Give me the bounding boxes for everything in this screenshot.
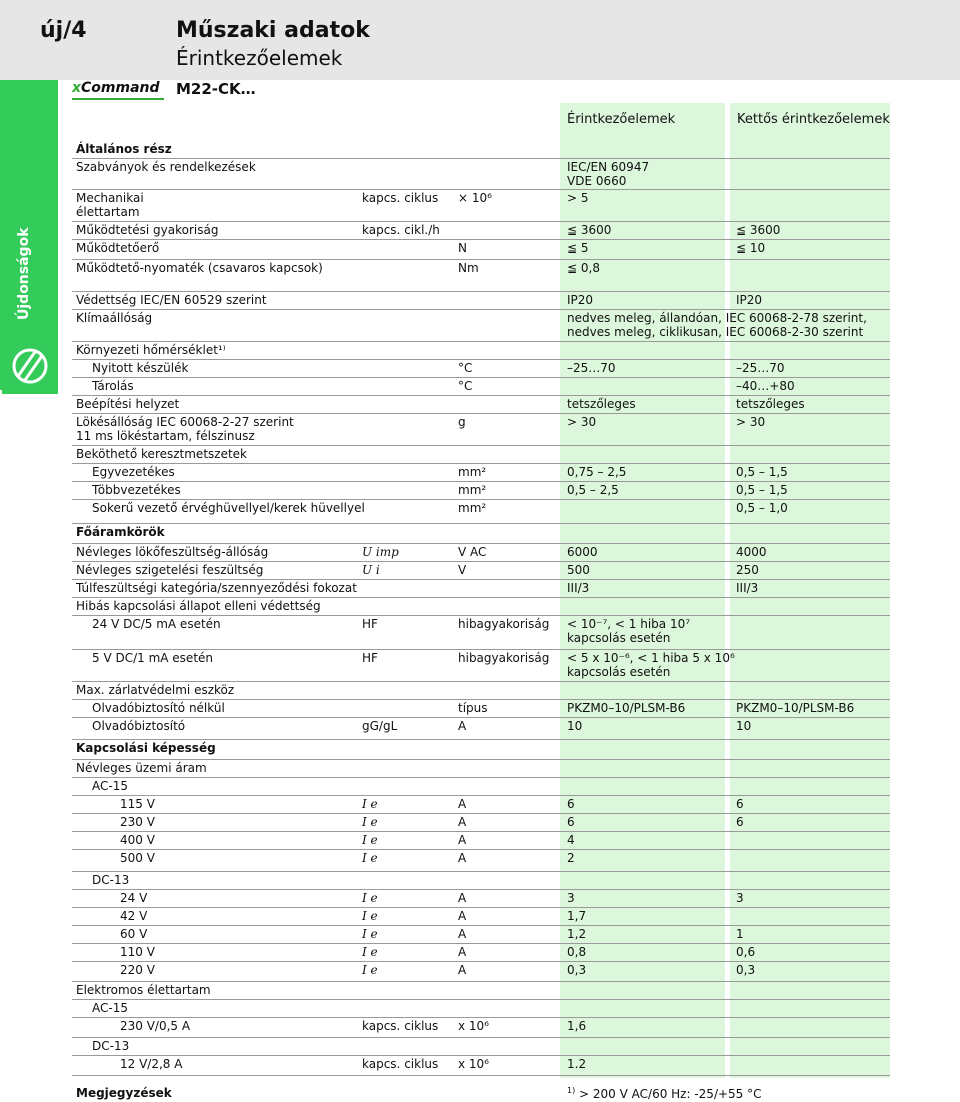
row-unit: A: [458, 851, 467, 865]
table-row: [72, 615, 890, 650]
table-row: [72, 309, 890, 342]
row-value-2: > 30: [736, 415, 766, 429]
row-label: Védettség IEC/EN 60529 szerint: [76, 293, 267, 307]
row-unit: típus: [458, 701, 488, 715]
row-value-2: 0,5 – 1,0: [736, 501, 788, 515]
row-unit: hibagyakoriság: [458, 651, 550, 665]
row-value-1: tetszőleges: [567, 397, 636, 411]
row-value-2: 4000: [736, 545, 767, 559]
row-value-2: 0,3: [736, 963, 756, 977]
row-label: DC-13: [92, 873, 130, 887]
row-value-2: 0,5 – 1,5: [736, 465, 788, 479]
row-label: Névleges üzemi áram: [76, 761, 207, 775]
row-label: 220 V: [120, 963, 155, 977]
row-label: Olvadóbiztosító nélkül: [92, 701, 225, 715]
brand-logo: xCommand: [72, 80, 160, 96]
header-band: [0, 0, 960, 80]
row-value-2: 3: [736, 891, 744, 905]
row-unit: Nm: [458, 261, 479, 275]
row-symbol: I e: [362, 797, 378, 811]
table-row: [72, 1055, 890, 1076]
row-value-1: 1,2: [567, 927, 587, 941]
row-label: Beköthető keresztmetszetek: [76, 447, 247, 461]
table-row: [72, 463, 890, 482]
row-unit: °C: [458, 379, 473, 393]
row-value-2: –40…+80: [736, 379, 795, 393]
column-header-1: Érintkezőelemek: [567, 112, 676, 127]
notes-label: Megjegyzések: [76, 1086, 172, 1100]
table-row: [72, 739, 890, 760]
row-value-1: > 5: [567, 191, 589, 205]
table-row: [72, 597, 890, 616]
table-row: [72, 943, 890, 962]
row-value-2: 0,6: [736, 945, 756, 959]
table-row: [72, 543, 890, 562]
row-unit: A: [458, 909, 467, 923]
row-label: DC-13: [92, 1039, 130, 1053]
row-label: 115 V: [120, 797, 155, 811]
table-row: [72, 561, 890, 580]
row-unit: V AC: [458, 545, 487, 559]
table-row: [72, 925, 890, 944]
row-value-2: PKZM0–10/PLSM-B6: [736, 701, 855, 715]
row-symbol: kapcs. ciklus: [362, 1057, 439, 1071]
row-label: Hibás kapcsolási állapot elleni védettség: [76, 599, 321, 613]
row-value-1: 500: [567, 563, 590, 577]
sidebar-label: Újdonságok: [16, 227, 32, 320]
row-label: Névleges szigetelési feszültség: [76, 563, 264, 577]
row-label: Többvezetékes: [92, 483, 181, 497]
row-label: Környezeti hőmérséklet¹⁾: [76, 343, 226, 357]
row-value-1: 6: [567, 815, 575, 829]
row-label: Klímaállóság: [76, 311, 153, 325]
row-value-2: 250: [736, 563, 759, 577]
row-label: Sokerű vezető érvéghüvellyel/kerek hüvellyel: [92, 501, 365, 515]
row-unit: A: [458, 815, 467, 829]
row-label: 110 V: [120, 945, 155, 959]
row-label: 400 V: [120, 833, 155, 847]
table-row: [72, 445, 890, 464]
table-row: [72, 831, 890, 850]
row-label: Beépítési helyzet: [76, 397, 180, 411]
row-value-1: 0,75 – 2,5: [567, 465, 627, 479]
row-unit: A: [458, 891, 467, 905]
table-row: [72, 907, 890, 926]
row-label: 24 V: [120, 891, 148, 905]
row-symbol: kapcs. ciklus: [362, 1019, 439, 1033]
row-unit: g: [458, 415, 466, 429]
row-label: Működtetőerő: [76, 241, 160, 255]
row-label: Általános rész: [76, 142, 172, 156]
row-value-1: 0,3: [567, 963, 587, 977]
table-row: [72, 579, 890, 598]
table-row: [72, 777, 890, 796]
row-value-1: 6: [567, 797, 575, 811]
table-row: [72, 1037, 890, 1056]
row-symbol: I e: [362, 833, 378, 847]
table-row: [72, 849, 890, 872]
table-row: [72, 341, 890, 360]
row-unit: A: [458, 797, 467, 811]
row-value-1: III/3: [567, 581, 590, 595]
row-label: Mechanikai élettartam: [76, 191, 144, 219]
row-value-1: < 5 x 10⁻⁶, < 1 hiba 5 x 10⁶ kapcsolás esetén: [567, 651, 735, 679]
row-symbol: I e: [362, 945, 378, 959]
page-subtitle: Érintkezőelemek: [176, 46, 343, 70]
footnote: [567, 1086, 762, 1101]
row-unit: × 10⁶: [458, 191, 492, 205]
row-label: AC-15: [92, 779, 128, 793]
row-value-2: tetszőleges: [736, 397, 805, 411]
column-header-2: Kettős érintkezőelemek: [737, 112, 890, 127]
table-row: [72, 523, 890, 544]
row-value-1: 1,7: [567, 909, 587, 923]
table-row: [72, 681, 890, 700]
table-row: [72, 359, 890, 378]
model-name: M22-CK…: [176, 80, 256, 98]
footnote-mark: 1): [567, 1086, 576, 1095]
table-row: [72, 395, 890, 414]
row-symbol: U imp: [362, 545, 399, 559]
row-label: Főáramkörök: [76, 525, 165, 539]
row-symbol: kapcs. cikl./h: [362, 223, 440, 237]
row-symbol: I e: [362, 851, 378, 865]
table-row: [72, 813, 890, 832]
table-row: [72, 189, 890, 222]
row-symbol: HF: [362, 651, 378, 665]
row-value-1: 3: [567, 891, 575, 905]
table-row: [72, 889, 890, 908]
row-value-1: IEC/EN 60947 VDE 0660: [567, 160, 650, 188]
table-row: [72, 759, 890, 778]
row-unit: mm²: [458, 465, 487, 479]
row-value-2: III/3: [736, 581, 759, 595]
row-unit: A: [458, 963, 467, 977]
row-value-2: 6: [736, 815, 744, 829]
row-value-1: ≦ 0,8: [567, 261, 600, 275]
row-symbol: I e: [362, 909, 378, 923]
row-value-1: –25…70: [567, 361, 616, 375]
row-label: Egyvezetékes: [92, 465, 175, 479]
table-row: [72, 239, 890, 260]
row-unit: °C: [458, 361, 473, 375]
table-row: [72, 377, 890, 396]
table-row: [72, 221, 890, 240]
row-unit: mm²: [458, 501, 487, 515]
table-row: [72, 981, 890, 1000]
row-label: 5 V DC/1 mA esetén: [92, 651, 214, 665]
row-value-1: 6000: [567, 545, 598, 559]
row-label: Max. zárlatvédelmi eszköz: [76, 683, 235, 697]
row-unit: hibagyakoriság: [458, 617, 550, 631]
row-label: Kapcsolási képesség: [76, 741, 216, 755]
page-title: Műszaki adatok: [176, 18, 370, 43]
rotary-switch-icon: [2, 338, 58, 394]
table-row: [72, 999, 890, 1018]
row-symbol: I e: [362, 815, 378, 829]
table-row: [72, 649, 890, 682]
row-value-1: nedves meleg, állandóan, IEC 60068-2-78 szerint, nedves meleg, ciklikusan, IEC 60068-2-30 szerint: [567, 311, 867, 339]
table-row: [72, 699, 890, 718]
row-symbol: HF: [362, 617, 378, 631]
row-symbol: I e: [362, 927, 378, 941]
row-value-1: 2: [567, 851, 575, 865]
row-label: Működtető-nyomaték (csavaros kapcsok): [76, 261, 323, 275]
table-row: [72, 413, 890, 446]
row-unit: A: [458, 945, 467, 959]
row-value-1: 0,8: [567, 945, 587, 959]
row-unit: mm²: [458, 483, 487, 497]
row-value-1: 0,5 – 2,5: [567, 483, 619, 497]
row-value-2: 1: [736, 927, 744, 941]
row-label: Olvadóbiztosító: [92, 719, 186, 733]
row-label: Túlfeszültségi kategória/szennyeződési fokozat: [76, 581, 357, 595]
row-value-2: 10: [736, 719, 752, 733]
row-label: 60 V: [120, 927, 148, 941]
table-row: [72, 717, 890, 740]
row-symbol: I e: [362, 891, 378, 905]
row-unit: x 10⁶: [458, 1057, 489, 1071]
row-value-2: ≦ 10: [736, 241, 766, 255]
row-label: 230 V: [120, 815, 155, 829]
row-label: Elektromos élettartam: [76, 983, 211, 997]
row-value-1: 1,6: [567, 1019, 587, 1033]
table-row: [72, 481, 890, 500]
row-value-1: ≦ 3600: [567, 223, 612, 237]
row-value-1: > 30: [567, 415, 597, 429]
footnote-text: > 200 V AC/60 Hz: -25/+55 °C: [579, 1087, 762, 1101]
row-unit: A: [458, 719, 467, 733]
row-label: AC-15: [92, 1001, 128, 1015]
table-row: [72, 961, 890, 982]
row-unit: A: [458, 833, 467, 847]
table-row: [72, 795, 890, 814]
row-label: Lökésállóság IEC 60068-2-27 szerint 11 ms lökéstartam, félszinusz: [76, 415, 294, 443]
table-row: [72, 1017, 890, 1038]
row-unit: A: [458, 927, 467, 941]
table-row: [72, 158, 890, 190]
row-label: Tárolás: [92, 379, 134, 393]
row-value-2: IP20: [736, 293, 763, 307]
row-label: 12 V/2,8 A: [120, 1057, 183, 1071]
table-row: [72, 871, 890, 890]
row-label: 24 V DC/5 mA esetén: [92, 617, 221, 631]
row-value-1: < 10⁻⁷, < 1 hiba 10⁷ kapcsolás esetén: [567, 617, 691, 645]
row-value-2: –25…70: [736, 361, 785, 375]
row-value-1: ≦ 5: [567, 241, 589, 255]
row-unit: V: [458, 563, 467, 577]
row-value-2: 0,5 – 1,5: [736, 483, 788, 497]
row-value-2: 6: [736, 797, 744, 811]
row-value-1: 10: [567, 719, 583, 733]
row-label: Nyitott készülék: [92, 361, 189, 375]
row-label: Működtetési gyakoriság: [76, 223, 219, 237]
page-number: új/4: [40, 18, 87, 43]
row-value-1: 4: [567, 833, 575, 847]
row-value-2: ≦ 3600: [736, 223, 781, 237]
row-value-1: PKZM0–10/PLSM-B6: [567, 701, 686, 715]
row-label: 42 V: [120, 909, 148, 923]
row-value-1: 1.2: [567, 1057, 587, 1071]
row-symbol: kapcs. ciklus: [362, 191, 439, 205]
row-unit: N: [458, 241, 467, 255]
table-row: [72, 291, 890, 310]
row-value-1: IP20: [567, 293, 594, 307]
row-label: Névleges lökőfeszültség-állóság: [76, 545, 269, 559]
table-row: [72, 140, 890, 159]
row-label: 230 V/0,5 A: [120, 1019, 191, 1033]
row-symbol: I e: [362, 963, 378, 977]
row-symbol: gG/gL: [362, 719, 398, 733]
table-row: [72, 499, 890, 524]
table-row: [72, 259, 890, 292]
row-label: 500 V: [120, 851, 155, 865]
row-unit: x 10⁶: [458, 1019, 489, 1033]
row-symbol: U i: [362, 563, 380, 577]
row-label: Szabványok és rendelkezések: [76, 160, 256, 174]
